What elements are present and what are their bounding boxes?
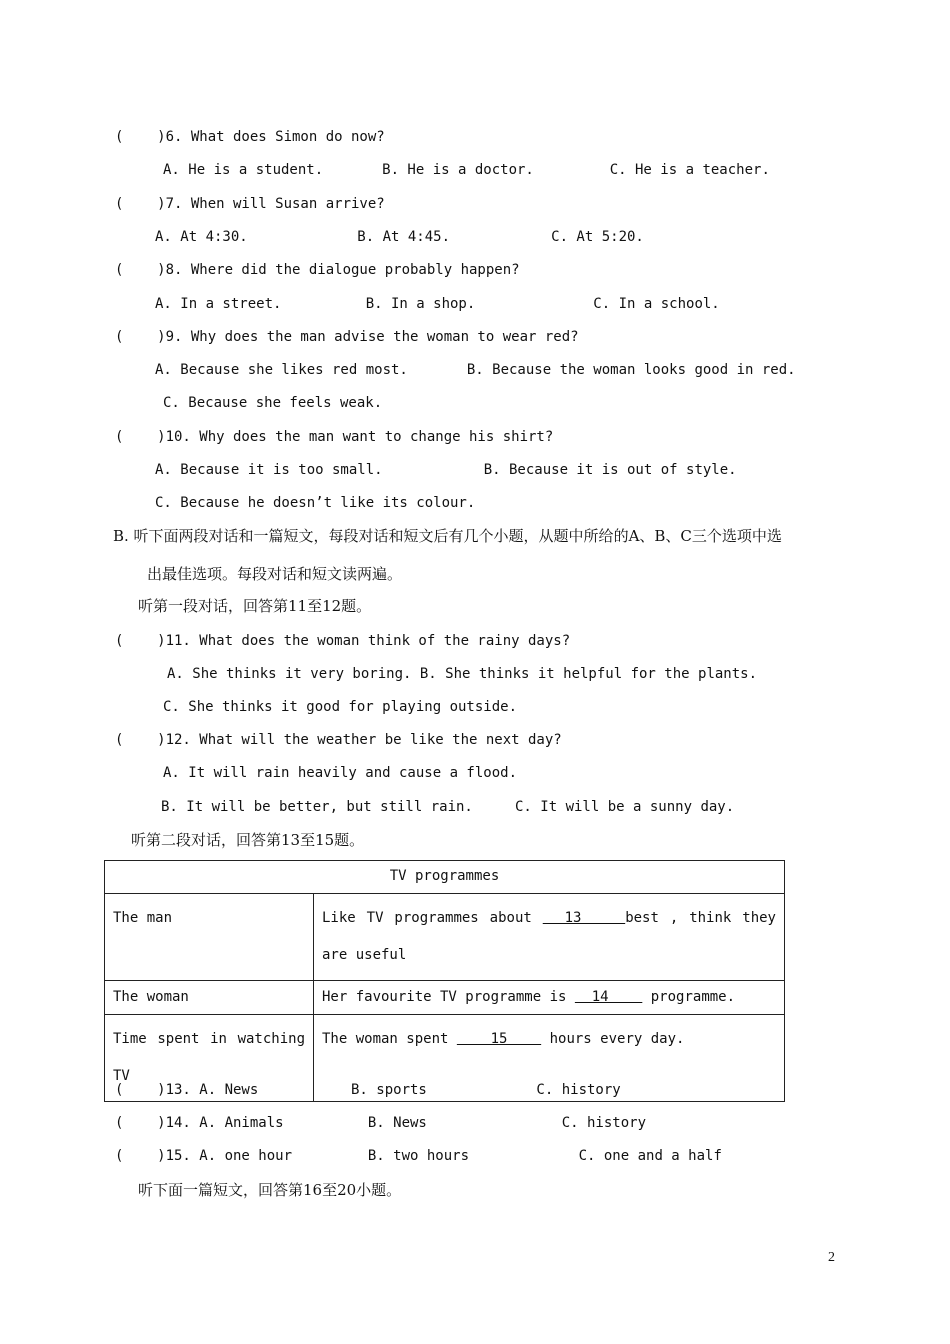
line-q10: ( )10. Why does the man want to change his shirt?	[115, 429, 554, 445]
blank-13: 13	[542, 910, 626, 926]
row-label-woman: The woman	[105, 981, 314, 1015]
line-q12: ( )12. What will the weather be like the next day?	[115, 732, 562, 748]
woman-text-pre: Her favourite TV programme is	[322, 989, 575, 1005]
line-q10-options-ab: A. Because it is too small. B. Because it is out of style.	[155, 462, 737, 478]
line-q15: ( )15. A. one hour B. two hours C. one and a half	[115, 1148, 722, 1164]
line-q7: ( )7. When will Susan arrive?	[115, 196, 385, 212]
line-q12-options-bc: B. It will be better, but still rain. C. It will be a sunny day.	[161, 799, 735, 815]
woman-text-post: programme.	[642, 989, 736, 1005]
dialogue-2-heading: 听第二段对话，回答第13至15题。	[131, 831, 365, 849]
line-q6: ( )6. What does Simon do now?	[115, 129, 385, 145]
passage-heading: 听下面一篇短文，回答第16至20小题。	[138, 1181, 402, 1199]
line-q8: ( )8. Where did the dialogue probably happen?	[115, 262, 520, 278]
line-q11: ( )11. What does the woman think of the rainy days?	[115, 633, 571, 649]
section-b-instruction-cont: 出最佳选项。每段对话和短文读两遍。	[147, 565, 403, 583]
line-q9-options-ab: A. Because she likes red most. B. Because the woman looks good in red.	[155, 362, 796, 378]
section-b-instruction: B. 听下面两段对话和一篇短文，每段对话和短文后有几个小题，从题中所给的A、B、C三个选项中选	[113, 527, 782, 545]
page-number: 2	[828, 1250, 835, 1265]
line-q13: ( )13. A. News B. sports C. history	[115, 1082, 621, 1098]
line-q10-option-c: C. Because he doesn’t like its colour.	[155, 495, 476, 511]
row-content-woman	[314, 981, 785, 1015]
line-q7-options: A. At 4:30. B. At 4:45. C. At 5:20.	[155, 229, 644, 245]
table-title: TV programmes	[105, 861, 785, 894]
line-q9: ( )9. Why does the man advise the woman to wear red?	[115, 329, 579, 345]
line-q11-options-ab: A. She thinks it very boring. B. She thinks it helpful for the plants.	[167, 666, 758, 682]
man-text-pre: Like TV programmes about	[322, 910, 543, 926]
blank-14: 14	[574, 989, 643, 1005]
tv-programmes-table	[104, 860, 785, 1102]
line-q14: ( )14. A. Animals B. News C. history	[115, 1115, 647, 1131]
line-q8-options: A. In a street. B. In a shop. C. In a school.	[155, 296, 720, 312]
row-content-man	[314, 894, 785, 981]
line-q9-option-c: C. Because she feels weak.	[163, 395, 383, 411]
line-q6-options: A. He is a student. B. He is a doctor. C. He is a teacher.	[163, 162, 770, 178]
line-q12-option-a: A. It will rain heavily and cause a flood.	[163, 765, 518, 781]
line-q11-option-c: C. She thinks it good for playing outside.	[163, 699, 518, 715]
row-label-time: Time spent in watching TV	[105, 1015, 314, 1102]
time-text-post: hours every day.	[541, 1031, 685, 1047]
man-text-post: best , think they are useful	[322, 910, 776, 963]
time-text-pre: The woman spent	[322, 1031, 457, 1047]
row-label-man: The man	[105, 894, 314, 981]
blank-15: 15	[456, 1031, 542, 1047]
dialogue-1-heading: 听第一段对话，回答第11至12题。	[138, 597, 372, 615]
